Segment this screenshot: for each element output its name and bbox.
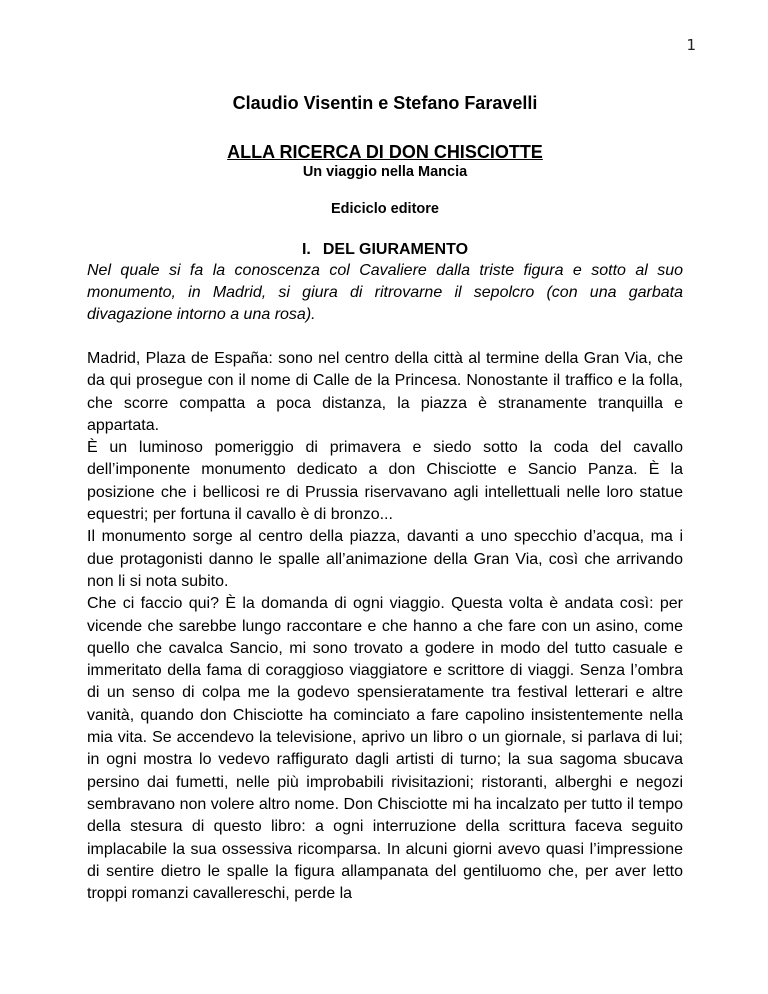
authors: Claudio Visentin e Stefano Faravelli <box>232 93 538 113</box>
paragraph: È un luminoso pomeriggio di primavera e siedo sotto la coda del cavallo dell’imponente monumento dedicato a don Chisciotte e Sancio Panza. È la posizione che i bellicosi re di Prussia riservavano agli intellettuali nelle loro statue equestri; per fortuna il cavallo è di bronzo... <box>87 439 683 524</box>
chapter-summary: Nel quale si fa la conoscenza col Cavaliere dalla triste figura e sotto al suo monumento, in Madrid, si giura di ritrovarne il sepolcro (con una garbata divagazione intorno a una rosa). <box>87 262 683 323</box>
chapter-number: I. <box>301 241 311 258</box>
paragraph: Il monumento sorge al centro della piazza, davanti a uno specchio d’acqua, ma i due protagonisti danno le spalle all’animazione della Gran Via, così che arrivando non li si nota subito. <box>87 528 683 590</box>
document-body <box>87 92 683 905</box>
book-subtitle: Un viaggio nella Mancia <box>302 164 468 180</box>
chapter-title: DEL GIURAMENTO <box>322 241 469 258</box>
page-number: 1 <box>686 36 696 54</box>
book-title: ALLA RICERCA DI DON CHISCIOTTE <box>227 142 543 162</box>
publisher: Ediciclo editore <box>331 201 439 217</box>
paragraph: Che ci faccio qui? È la domanda di ogni viaggio. Questa volta è andata così: per vicende che sarebbe lungo raccontare e che hanno a che fare con un asino, come quello che cavalca Sancio, mi sono trovato a godere in modo del tutto casuale e immeritato della fama di coraggioso viaggiatore e scrittore di viaggi. Senza l’ombra di un senso di colpa me la godevo spensieratamente tra festival letterari e altre vanità, quando don Chisciotte ha cominciato a fare capolino insistentemente nella mia vita. Se accendevo la televisione, aprivo un libro o un giornale, si parlava di lui; in ogni mostra lo vedevo raffigurato dagli artisti di turno; la sua sagoma sbucava persino dai fumetti, nelle più improbabili rivisitazioni; ristoranti, alberghi e negozi sembravano non volere altro nome. Don Chisciotte mi ha incalzato per tutto il tempo della stesura di questo libro: a ogni interruzione della scrittura faceva seguito implacabile la sua ossessiva ricomparsa. In alcuni giorni avevo quasi l’impressione di sentire dietro le spalle la figura allampanata del gentiluomo che, per aver letto troppi romanzi cavallereschi, perde la <box>87 595 683 903</box>
paragraph: Madrid, Plaza de España: sono nel centro della città al termine della Gran Via, che da qui prosegue con il nome di Calle de la Princesa. Nonostante il traffico e la folla, che scorre compatta a poca distanza, la piazza è stranamente tranquilla e appartata. <box>87 350 683 434</box>
chapter-heading <box>87 240 683 260</box>
